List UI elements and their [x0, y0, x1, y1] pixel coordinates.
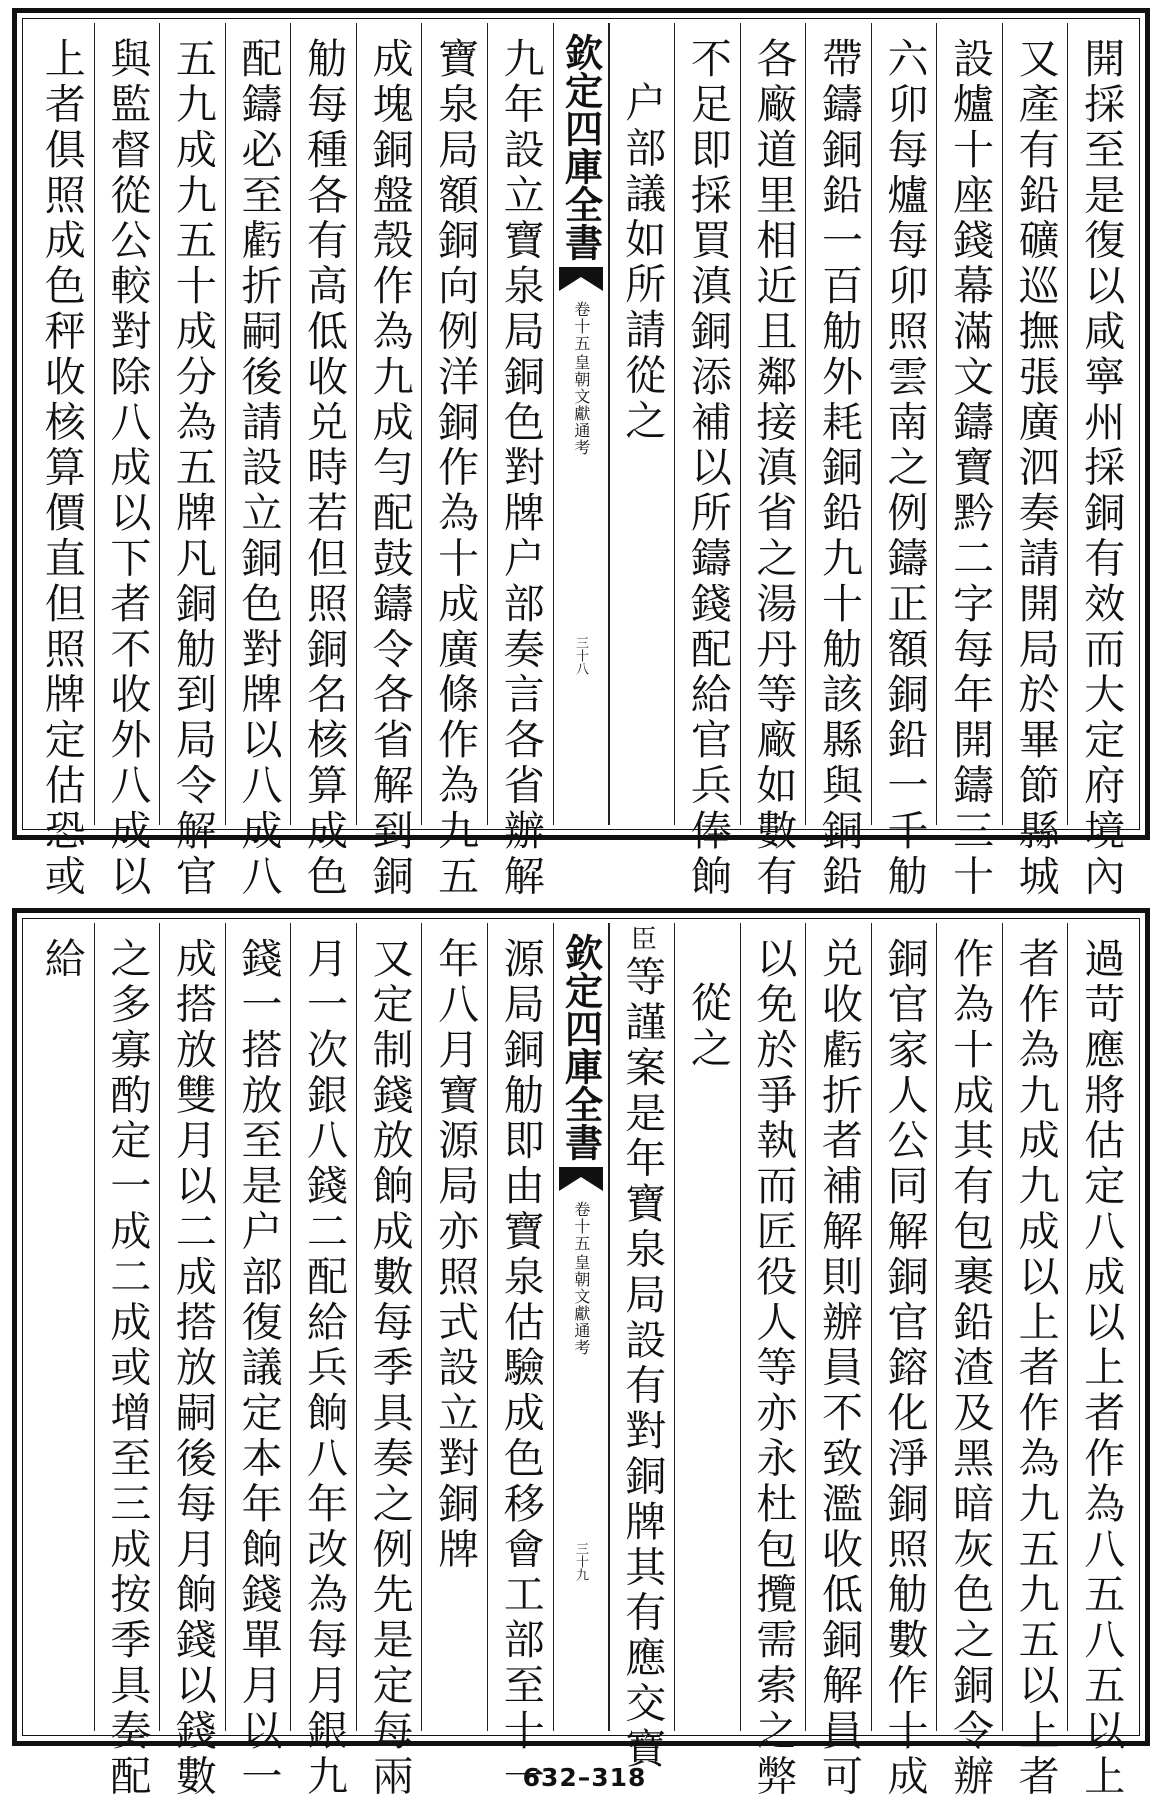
column-text: 者作為九成九成以上者作為九五九五以上者 — [1011, 937, 1060, 1800]
text-column — [356, 923, 422, 1800]
column-text: 觔每種各有高低收兑時若但照銅名核算成色 — [300, 37, 349, 900]
text-column — [290, 23, 356, 900]
column-text: 作為十成其有包裹鉛渣及黑暗灰色之銅令辦 — [946, 937, 995, 1800]
text-column — [225, 23, 291, 900]
text-column — [609, 923, 675, 1773]
text-column — [1002, 23, 1068, 900]
text-column — [159, 923, 225, 1800]
text-column — [94, 923, 160, 1800]
text-column — [1002, 923, 1068, 1800]
text-column — [225, 923, 291, 1800]
column-text: 以免於爭執而匠役人等亦永杜包攬需索之弊 — [749, 937, 798, 1800]
column-text: 又產有鉛礦巡撫張廣泗奏請開局於畢節縣城 — [1011, 37, 1060, 900]
text-column — [674, 23, 740, 900]
text-column — [29, 923, 94, 1731]
column-text: 與監督從公較對除八成以下者不收外八成以 — [103, 37, 152, 900]
column-text: 配鑄必至虧折嗣後請設立銅色對牌以八成八 — [234, 37, 283, 900]
column-text: 又定制錢放餉成數每季具奏之例先是定每兩 — [365, 937, 414, 1800]
column-text: 給 — [37, 937, 86, 983]
work-title: 皇朝文獻通考 — [571, 354, 591, 456]
volume-info — [572, 1201, 589, 1356]
column-text: 不足即採買滇銅添補以所鑄錢配給官兵俸餉 — [683, 37, 732, 900]
text-column — [421, 923, 487, 1731]
text-column — [936, 23, 1002, 900]
minister-mark: 臣 — [626, 925, 657, 952]
column-text: 月一次銀八錢二配給兵餉八年改為每月銀九 — [300, 937, 349, 1800]
juan-number: 卷十五 — [571, 301, 591, 352]
book-title: 欽定四庫全書 — [558, 933, 604, 1161]
text-column — [936, 923, 1002, 1800]
volume-info — [572, 301, 589, 456]
text-column — [487, 923, 553, 1800]
text-column — [356, 23, 422, 900]
column-text: 設爐十座錢幕滿文鑄寶黔二字每年開鑄三十 — [946, 37, 995, 900]
fish-tail-mark-icon — [559, 267, 603, 291]
work-title: 皇朝文獻通考 — [571, 1254, 591, 1356]
column-text: 兑收虧折者補解則辦員不致濫收低銅解員可 — [814, 937, 863, 1800]
text-column — [290, 923, 356, 1800]
page-footer-number: 632–318 — [522, 1763, 647, 1792]
column-text: 帶鑄銅鉛一百觔外耗銅鉛九十觔該縣與銅鉛 — [814, 37, 863, 900]
column-text: 錢一搭放至是户部復議定本年餉錢單月以一 — [234, 937, 283, 1800]
text-column — [871, 923, 937, 1800]
top-columns — [29, 23, 1133, 900]
column-text: 寶泉局額銅向例洋銅作為十成廣條作為九五 — [431, 37, 480, 900]
text-column — [1067, 923, 1133, 1800]
column-text: 九年設立寶泉局銅色對牌户部奏言各省辦解 — [496, 37, 545, 900]
column-text: 從之 — [683, 981, 732, 1072]
column-text: 等謹案是年寶泉局設有對銅牌其有應交寶 — [618, 955, 667, 1773]
column-text: 上者俱照成色秤收核算價直但照牌定估恐或 — [37, 37, 86, 900]
column-text: 五九成九五十成分為五牌凡銅觔到局令解官 — [168, 37, 217, 900]
text-column — [159, 23, 225, 900]
column-text: 年八月寶源局亦照式設立對銅牌 — [431, 937, 480, 1573]
book-title: 欽定四庫全書 — [558, 33, 604, 261]
center-fold — [553, 23, 609, 825]
column-text: 成搭放雙月以二成搭放嗣後每月餉錢以錢數 — [168, 937, 217, 1800]
column-text: 户部議如所請從之 — [618, 81, 667, 445]
juan-number: 卷十五 — [571, 1201, 591, 1252]
text-column — [740, 23, 806, 900]
page-number: 三十九 — [573, 1542, 588, 1581]
center-fold — [553, 923, 609, 1731]
top-leaf — [12, 8, 1150, 900]
text-column — [740, 923, 806, 1800]
column-text: 成塊銅盤殼作為九成勻配鼓鑄令各省解到銅 — [365, 37, 414, 900]
text-column — [674, 923, 740, 1731]
column-text: 過苛應將估定八成以上者作為八五八五以上 — [1077, 937, 1126, 1800]
fish-tail-mark-icon — [559, 1167, 603, 1191]
column-text: 開採至是復以咸寧州採銅有效而大定府境內 — [1077, 37, 1126, 900]
column-text: 各廠道里相近且鄰接滇省之湯丹等廠如數有 — [749, 37, 798, 900]
page-number: 三十八 — [573, 636, 588, 675]
text-column — [805, 23, 871, 900]
text-column — [1067, 23, 1133, 900]
column-text: 銅官家人公同解銅官鎔化淨銅照觔數作十成 — [880, 937, 929, 1800]
text-column — [487, 23, 553, 900]
column-text: 之多寡酌定一成二成或增至三成按季具奏配 — [103, 937, 152, 1800]
column-text: 六卯每爐每卯照雲南之例鑄正額銅鉛一千觔 — [880, 37, 929, 900]
text-column — [609, 23, 675, 825]
text-column — [29, 23, 94, 900]
text-column — [94, 23, 160, 900]
text-column — [871, 23, 937, 900]
column-text: 源局銅觔即由寶泉估驗成色移會工部至十一 — [496, 937, 545, 1800]
text-column — [421, 23, 487, 900]
text-column — [805, 923, 871, 1800]
